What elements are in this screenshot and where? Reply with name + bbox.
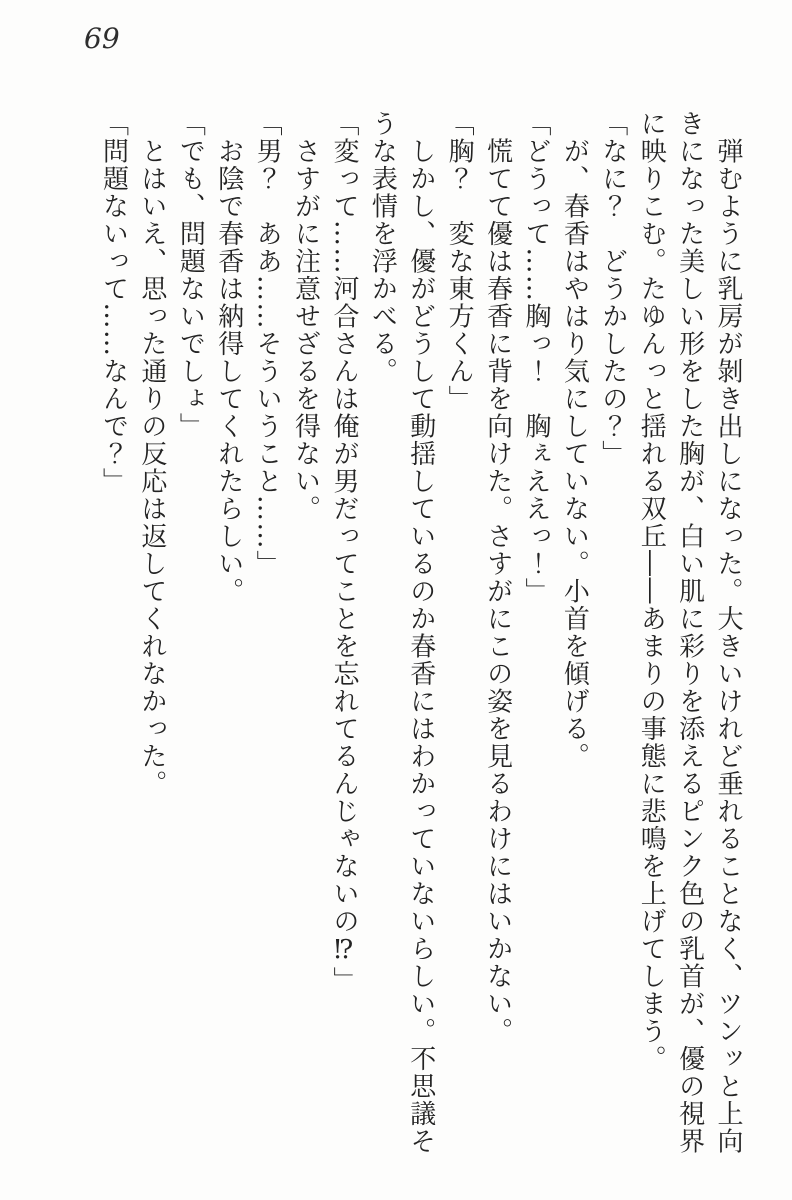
paragraph: が、春香はやはり気にしていない。小首を傾げる。 [559, 110, 590, 770]
paragraph: 「男？ ああ……そういうこと……」 [252, 110, 283, 578]
paragraph: しかし、優がどうして動揺しているのか春香にはわかっていないらしい。不思議そうな表情を浮かべる。 [367, 110, 436, 1155]
paragraph: とはいえ、思った通りの反応は返してくれなかった。 [136, 110, 167, 798]
paragraph: 慌てて優は春香に背を向けた。さすがにこの姿を見るわけにはいかない。 [482, 110, 513, 1045]
paragraph: 「変って……河合さんは俺が男だってことを忘れてるんじゃないの⁉」 [328, 110, 359, 994]
paragraph: お陰で春香は納得してくれたらしい。 [213, 110, 244, 605]
paragraph: 「どうって……胸っ！ 胸ぇええっ！」 [520, 110, 551, 605]
paragraph: 「なに？ どうかしたの？」 [597, 110, 628, 468]
page-number: 69 [84, 22, 120, 55]
paragraph: 弾むように乳房が剝き出しになった。大きいけれど垂れることなく、ツンッと上向きになった美しい形をした胸が、白い肌に彩りを添えるピンク色の乳首が、優の視界に映りこむ。たゆんっと揺れる双丘――あまりの事態に悲鳴を上げてしまう。 [636, 110, 743, 1155]
page-text [94, 110, 747, 1156]
paragraph: さすがに注意せざるを得ない。 [290, 110, 321, 523]
paragraph: 「でも、問題ないでしょ」 [175, 110, 206, 440]
paragraph: 「問題ないって……なんで？」 [98, 110, 129, 495]
paragraph: 「胸？ 変な東方くん」 [444, 110, 475, 413]
